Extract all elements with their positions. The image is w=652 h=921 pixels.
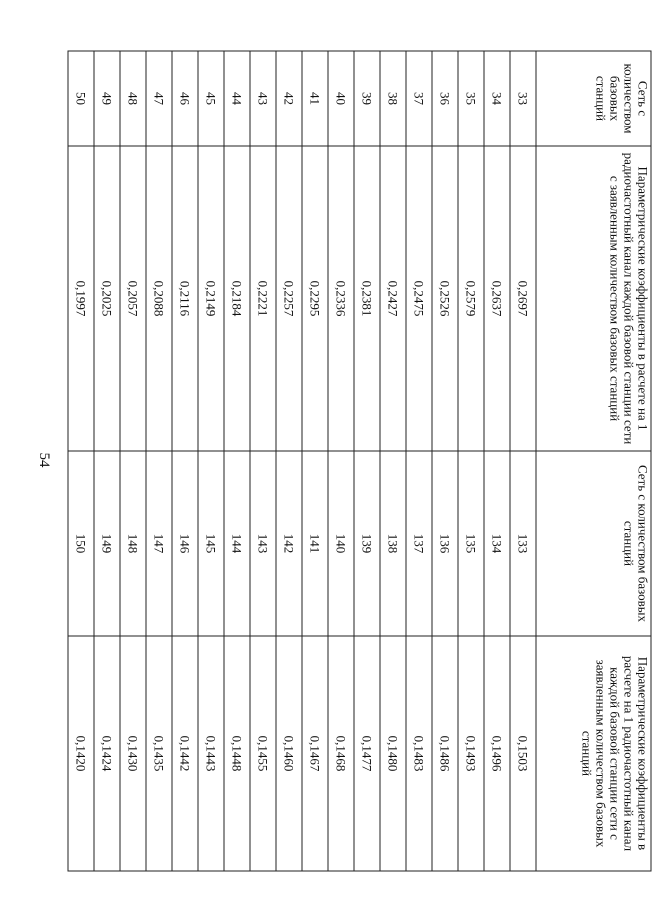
table-row xyxy=(510,51,536,871)
coefficient-left-cell: 0,2257 xyxy=(276,146,302,451)
stations-right-cell: 141 xyxy=(302,451,328,636)
stations-right-cell: 140 xyxy=(328,451,354,636)
stations-left-cell: 33 xyxy=(510,51,536,146)
coefficient-left-cell: 0,1997 xyxy=(68,146,94,451)
coefficient-table-container xyxy=(74,50,652,870)
table-body xyxy=(68,51,536,871)
table-row xyxy=(120,51,146,871)
table-row xyxy=(198,51,224,871)
stations-right-cell: 150 xyxy=(68,451,94,636)
coefficient-left-cell: 0,2025 xyxy=(94,146,120,451)
stations-right-cell: 147 xyxy=(146,451,172,636)
stations-left-cell: 38 xyxy=(380,51,406,146)
coefficient-right-cell: 0,1467 xyxy=(302,636,328,871)
coefficient-right-cell: 0,1503 xyxy=(510,636,536,871)
header-coefficient-left: Параметрические коэффициенты в расчете на 1 радиочастотный канал каждой базовой станции сети с заявленным количеством базовых станций xyxy=(536,146,651,451)
coefficient-left-cell: 0,2149 xyxy=(198,146,224,451)
stations-left-cell: 45 xyxy=(198,51,224,146)
header-coefficient-right: Параметрические коэффициенты в расчете на 1 радиочастотный канал каждой базовой станции сети с заявленным количеством базовых станций xyxy=(536,636,651,871)
coefficient-left-cell: 0,2637 xyxy=(484,146,510,451)
table-row xyxy=(432,51,458,871)
coefficient-left-cell: 0,2116 xyxy=(172,146,198,451)
coefficient-table xyxy=(68,50,652,871)
table-row xyxy=(458,51,484,871)
coefficient-left-cell: 0,2088 xyxy=(146,146,172,451)
coefficient-left-cell: 0,2057 xyxy=(120,146,146,451)
table-row xyxy=(146,51,172,871)
stations-right-cell: 146 xyxy=(172,451,198,636)
stations-right-cell: 149 xyxy=(94,451,120,636)
stations-right-cell: 144 xyxy=(224,451,250,636)
stations-right-cell: 135 xyxy=(458,451,484,636)
header-stations-right: Сеть с количеством базовых станций xyxy=(536,451,651,636)
stations-left-cell: 46 xyxy=(172,51,198,146)
coefficient-left-cell: 0,2221 xyxy=(250,146,276,451)
coefficient-right-cell: 0,1435 xyxy=(146,636,172,871)
coefficient-left-cell: 0,2336 xyxy=(328,146,354,451)
table-row xyxy=(68,51,94,871)
stations-left-cell: 50 xyxy=(68,51,94,146)
table-row xyxy=(250,51,276,871)
stations-left-cell: 42 xyxy=(276,51,302,146)
stations-left-cell: 36 xyxy=(432,51,458,146)
coefficient-right-cell: 0,1420 xyxy=(68,636,94,871)
stations-right-cell: 143 xyxy=(250,451,276,636)
stations-left-cell: 37 xyxy=(406,51,432,146)
coefficient-right-cell: 0,1455 xyxy=(250,636,276,871)
coefficient-right-cell: 0,1483 xyxy=(406,636,432,871)
stations-left-cell: 41 xyxy=(302,51,328,146)
stations-right-cell: 134 xyxy=(484,451,510,636)
coefficient-left-cell: 0,2475 xyxy=(406,146,432,451)
coefficient-right-cell: 0,1430 xyxy=(120,636,146,871)
table-row xyxy=(328,51,354,871)
stations-left-cell: 43 xyxy=(250,51,276,146)
table-header-row xyxy=(536,51,651,871)
stations-left-cell: 35 xyxy=(458,51,484,146)
table-row xyxy=(406,51,432,871)
coefficient-right-cell: 0,1448 xyxy=(224,636,250,871)
coefficient-left-cell: 0,2579 xyxy=(458,146,484,451)
stations-left-cell: 44 xyxy=(224,51,250,146)
coefficient-left-cell: 0,2381 xyxy=(354,146,380,451)
table-row xyxy=(484,51,510,871)
coefficient-right-cell: 0,1460 xyxy=(276,636,302,871)
stations-right-cell: 145 xyxy=(198,451,224,636)
stations-left-cell: 34 xyxy=(484,51,510,146)
coefficient-right-cell: 0,1477 xyxy=(354,636,380,871)
stations-left-cell: 49 xyxy=(94,51,120,146)
table-row xyxy=(276,51,302,871)
stations-left-cell: 47 xyxy=(146,51,172,146)
coefficient-right-cell: 0,1486 xyxy=(432,636,458,871)
stations-right-cell: 137 xyxy=(406,451,432,636)
table-row xyxy=(354,51,380,871)
coefficient-left-cell: 0,2526 xyxy=(432,146,458,451)
coefficient-right-cell: 0,1443 xyxy=(198,636,224,871)
stations-right-cell: 133 xyxy=(510,451,536,636)
coefficient-right-cell: 0,1442 xyxy=(172,636,198,871)
stations-right-cell: 136 xyxy=(432,451,458,636)
coefficient-right-cell: 0,1496 xyxy=(484,636,510,871)
coefficient-right-cell: 0,1468 xyxy=(328,636,354,871)
table-row xyxy=(302,51,328,871)
table-row xyxy=(380,51,406,871)
stations-left-cell: 48 xyxy=(120,51,146,146)
table-row xyxy=(172,51,198,871)
header-stations-left: Сеть с количеством базовых станций xyxy=(536,51,651,146)
coefficient-left-cell: 0,2697 xyxy=(510,146,536,451)
coefficient-right-cell: 0,1493 xyxy=(458,636,484,871)
table-row xyxy=(224,51,250,871)
stations-right-cell: 138 xyxy=(380,451,406,636)
stations-right-cell: 148 xyxy=(120,451,146,636)
page-number: 54 xyxy=(36,452,52,468)
coefficient-right-cell: 0,1424 xyxy=(94,636,120,871)
stations-left-cell: 40 xyxy=(328,51,354,146)
table-row xyxy=(94,51,120,871)
coefficient-left-cell: 0,2295 xyxy=(302,146,328,451)
stations-right-cell: 139 xyxy=(354,451,380,636)
coefficient-left-cell: 0,2184 xyxy=(224,146,250,451)
coefficient-right-cell: 0,1480 xyxy=(380,636,406,871)
stations-left-cell: 39 xyxy=(354,51,380,146)
coefficient-left-cell: 0,2427 xyxy=(380,146,406,451)
stations-right-cell: 142 xyxy=(276,451,302,636)
